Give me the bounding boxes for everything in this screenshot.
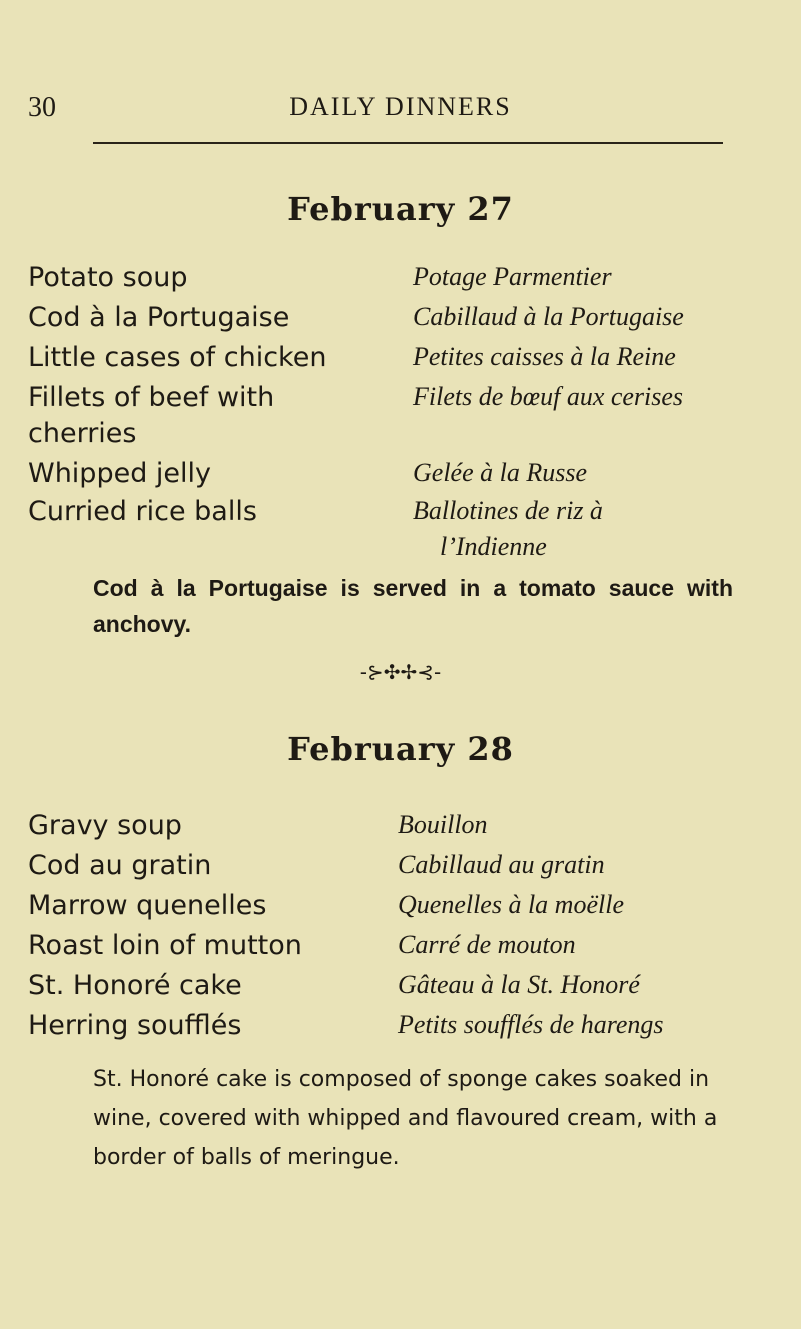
menu-item-english: Fillets of beef with xyxy=(28,382,275,413)
menu-item-english: cherries xyxy=(28,418,137,449)
menu-item-english: Curried rice balls xyxy=(28,496,257,527)
ornament-divider: -⊱✣✢⊰- xyxy=(359,660,442,684)
menu-item-french: Ballotines de riz à xyxy=(413,496,603,525)
menu-item-french: Potage Parmentier xyxy=(413,262,612,291)
running-title: DAILY DINNERS xyxy=(289,92,512,121)
page-number: 30 xyxy=(28,92,56,123)
menu-item-french: Cabillaud à la Portugaise xyxy=(413,302,684,331)
menu-item-english: Cod au gratin xyxy=(28,850,212,881)
menu-item-english: Little cases of chicken xyxy=(28,342,327,373)
menu-item-french: Filets de bœuf aux cerises xyxy=(413,382,684,411)
menu-item-french: Carré de mouton xyxy=(398,930,576,959)
menu-item-english: Potato soup xyxy=(28,262,188,293)
menu-item-french: l’Indienne xyxy=(440,532,547,561)
menu-item-english: Cod à la Portugaise xyxy=(28,302,290,333)
menu-item-english: Roast loin of mutton xyxy=(28,930,302,961)
menu-item-english: Gravy soup xyxy=(28,810,182,841)
menu-item-french: Quenelles à la moëlle xyxy=(398,890,624,919)
menu-item-english: Herring soufflés xyxy=(28,1010,242,1041)
day-note-feb-28: St. Honoré cake is composed of sponge cakes soaked in wine, covered with whipped and flavoured cream, with a border of balls of meringue. xyxy=(93,1067,718,1170)
day-heading-feb-27: February 27 xyxy=(287,190,514,228)
day-note-feb-27: Cod à la Portugaise is served in a tomato sauce with anchovy. xyxy=(93,575,733,637)
menu-item-english: Marrow quenelles xyxy=(28,890,267,921)
menu-item-french: Gelée à la Russe xyxy=(413,458,588,487)
menu-item-english: St. Honoré cake xyxy=(28,970,242,1001)
day-heading-feb-28: February 28 xyxy=(287,730,514,768)
menu-item-french: Bouillon xyxy=(398,810,488,839)
menu-item-french: Petits soufflés de harengs xyxy=(398,1010,664,1039)
menu-item-french: Gâteau à la St. Honoré xyxy=(398,970,640,999)
menu-item-english: Whipped jelly xyxy=(28,458,212,489)
header-rule xyxy=(93,142,723,144)
menu-item-french: Cabillaud au gratin xyxy=(398,850,605,879)
menu-item-french: Petites caisses à la Reine xyxy=(413,342,676,371)
